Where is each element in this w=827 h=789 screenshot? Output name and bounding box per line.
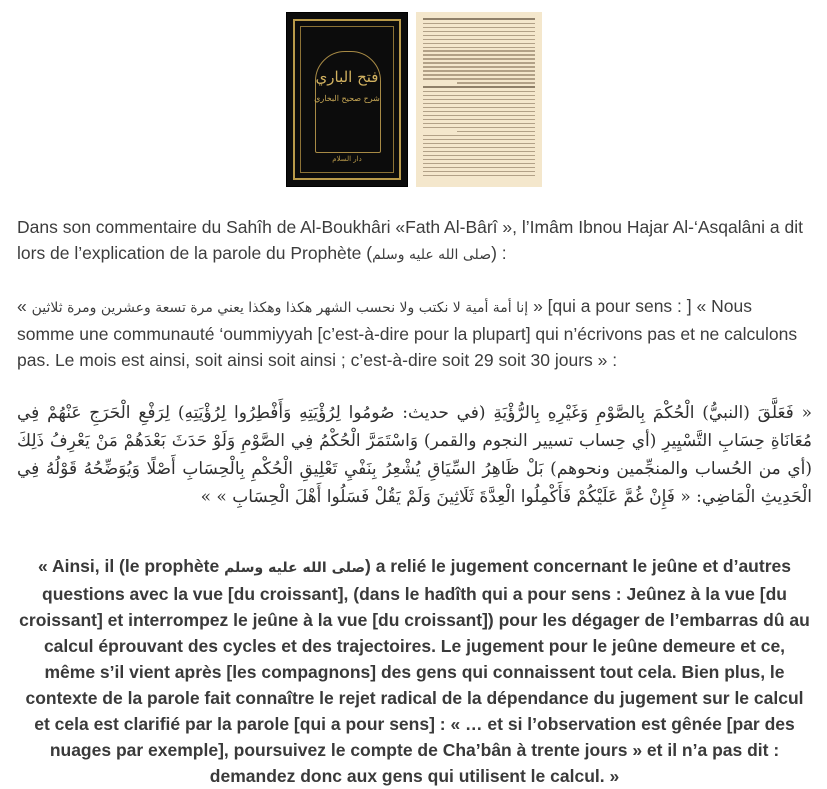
book-cover-subtitle: شرح صحيح البخاري	[314, 94, 380, 103]
scan-text-line	[423, 167, 535, 168]
scan-text-line	[457, 131, 535, 132]
book-cover-image	[286, 12, 408, 187]
scan-text-line	[423, 74, 535, 75]
scan-text-line	[423, 155, 535, 156]
book-images	[0, 10, 827, 188]
scan-text-line	[423, 31, 535, 32]
scan-text-line	[423, 86, 535, 88]
scan-text-line	[423, 58, 535, 59]
scan-text-line	[423, 151, 535, 152]
hadith-translation: » [qui a pour sens : ] « Nous somme une communauté ‘oummiyyah [c’est-à-dire pour la plupart] qui n’écrivons pas et ne calculons pas. Le mois est ainsi, soit ainsi soit ainsi ; c’est-à-dire soit 29 soit 30 jours » :	[17, 296, 798, 370]
scan-text-line	[423, 171, 535, 172]
scan-text-line	[423, 95, 535, 96]
translation-paragraph	[17, 553, 812, 789]
hadith-quote-open: «	[17, 296, 32, 316]
hadith-arabic-inline: إنا أمة أمية لا نكتب ولا نحسب الشهر هكذا وهكذا يعني مرة تسعة وعشرين ومرة ثلاثين	[31, 300, 529, 316]
intro-paragraph	[17, 214, 812, 268]
scan-text-line	[423, 139, 535, 140]
scan-text-line	[423, 147, 535, 148]
salawat-inline: صلى الله عليه وسلم	[372, 247, 492, 263]
scan-text-line	[423, 18, 535, 20]
book-cover-title: فتح الباري	[315, 68, 379, 86]
scan-text-line	[423, 143, 535, 144]
scan-text-line	[457, 82, 535, 83]
scan-text-line	[423, 111, 535, 112]
scan-text-line	[423, 39, 535, 40]
salawat-inline-2: صلى الله عليه وسلم	[224, 559, 366, 576]
book-cover-publisher: دار السلام	[332, 155, 362, 163]
scan-text-line	[423, 107, 535, 108]
scan-text-line	[423, 70, 535, 71]
scan-text-line	[423, 175, 535, 176]
scan-text-line	[423, 23, 535, 24]
scan-text-line	[423, 35, 535, 36]
scan-text-line	[423, 115, 535, 116]
scan-text-line	[423, 47, 535, 48]
scan-text-line	[423, 119, 535, 120]
scan-text-line	[423, 123, 535, 124]
scan-text-line	[423, 62, 535, 63]
scan-text-line	[423, 99, 535, 100]
scan-text-line	[423, 50, 535, 51]
scan-text-line	[423, 91, 535, 92]
scan-text-line	[423, 103, 535, 104]
intro-text-a: Dans son commentaire du Sahîh de Al-Boukhâri «Fath Al-Bârî », l’Imâm Ibnou Hajar Al-‘Asqalâni a dit lors de l’explication de la parole du Prophète (	[17, 217, 803, 263]
translation-text-a: « Ainsi, il (le prophète	[38, 555, 225, 576]
scan-text-line	[423, 54, 535, 55]
translation-text-b: ) a relié le jugement concernant le jeûne et d’autres questions avec la vue [du croissant], (dans le hadîth qui a pour sens : Jeûnez à la vue [du croissant] et interrompez le jeûne à la vue [du croissant]) pour les dégager de l’embarras dû au calcul éprouvant des cycles et des trajectoires. Le jugement pour le jeûne demeure et ce, même s’il vient après [les compagnons] des gens qui connaissent tout cela. Bien plus, le contexte de la parole fait connaître le rejet radical de la dépendance du jugement sur le calcul et cela est clarifié par la parole [qui a pour sens] : « … et si l’observation est gênée [par des nuages par exemple], poursuivez le compte de Cha’bân à trente jours » et il n’a pas dit : demandez donc aux gens qui utilisent le calcul. »	[19, 555, 810, 786]
scan-text-line	[423, 43, 535, 44]
scan-text-line	[423, 27, 535, 28]
hadith-paragraph	[17, 293, 812, 373]
manuscript-page-image	[416, 12, 542, 187]
intro-text-b: ) :	[491, 243, 507, 263]
scan-text-line	[423, 127, 535, 128]
scan-text-line	[423, 66, 535, 67]
scan-text-line	[423, 163, 535, 164]
scan-text-line	[423, 159, 535, 160]
scan-text-line	[423, 135, 535, 136]
scan-text-line	[423, 78, 535, 79]
arabic-quotation-block: « فَعَلَّقَ (النبيُّ) الْحُكْمَ بِالصَّوْمِ وَغَيْرِهِ بِالرُّؤْيَةِ (في حديث: صُومُوا لِرُؤْيَتِهِ وَأَفْطِرُوا لِرُؤْيَتِهِ) لِرَفْعِ الْحَرَجِ عَنْهُمْ فِي مُعَانَاةِ حِسَابِ التَّسْيِيرِ (أي حِساب تسيير النجوم والقمر) وَاسْتَمَرَّ الْحُكْمُ فِي الصَّوْمِ وَلَوْ حَدَثَ بَعْدَهُمْ مَنْ يَعْرِفُ ذَلِكَ (أي من الحُساب والمنجِّمين ونحوهم) بَلْ ظَاهِرُ السِّيَاقِ يُشْعِرُ بِنَفْيِ تَعْلِيقِ الْحُكْمِ بِالْحِسَابِ أَصْلًا وَيُوَضِّحُهُ قَوْلُهُ فِي الْحَدِيثِ الْمَاضِي: « فَإِنْ غُمَّ عَلَيْكُمْ فَأَكْمِلُوا الْعِدَّةَ ثَلَاثِينَ وَلَمْ يَقُلْ فَسَلُوا أَهْلَ الْحِسَابِ » »	[17, 403, 812, 507]
